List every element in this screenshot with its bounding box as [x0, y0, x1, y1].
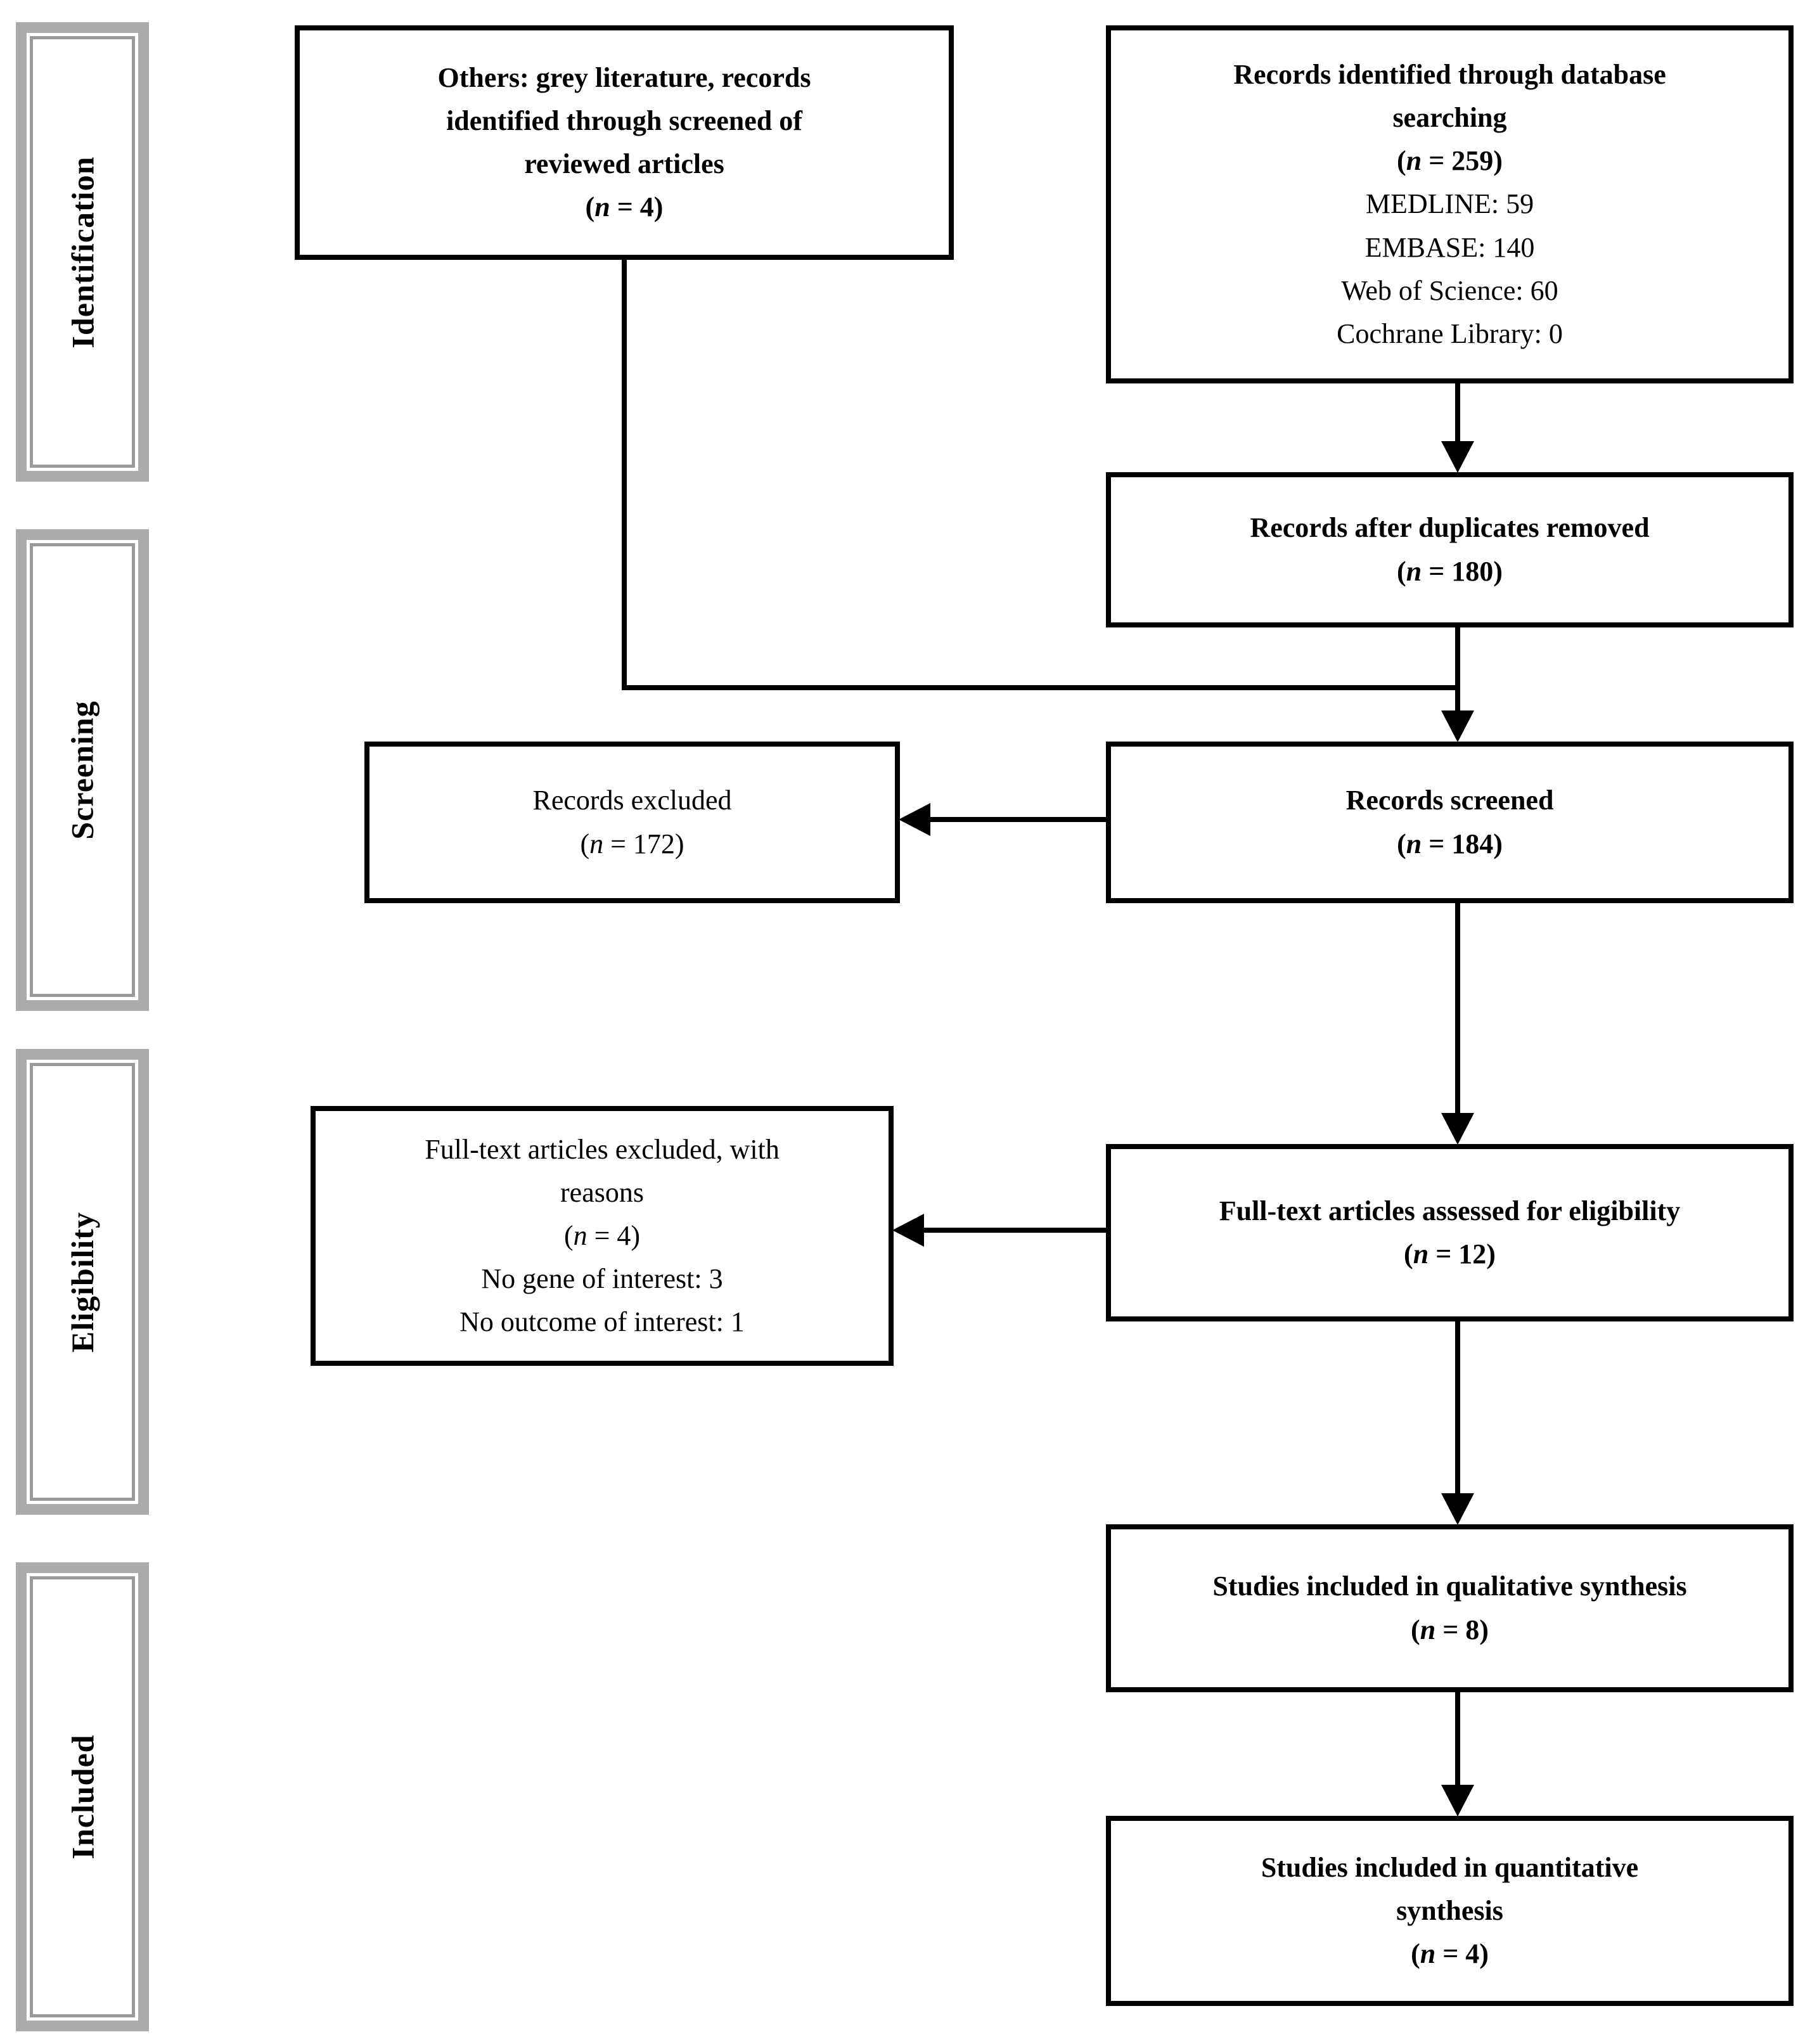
arrow-qualitative-to-quantitative-head: [1441, 1785, 1474, 1816]
stage-frame: [27, 33, 138, 471]
stage-label-identification: Identification: [65, 156, 100, 348]
box-records-screened-text: Records screened (n = 184): [1345, 785, 1554, 859]
box-quantitative-synthesis: [1106, 1816, 1794, 2006]
stage-eligibility: [16, 1049, 149, 1515]
arrow-screened-to-excluded-line: [929, 817, 1106, 822]
box-duplicates-removed-text: Records after duplicates removed (n = 180): [1250, 512, 1650, 587]
arrow-screened-to-assessed-head: [1441, 1113, 1474, 1145]
box-duplicates-removed: [1106, 472, 1794, 627]
stage-frame-inner: [30, 543, 135, 997]
arrow-identified-to-duplicates-line: [1455, 383, 1460, 444]
connector-others-vertical: [622, 260, 627, 690]
box-records-identified-details: MEDLINE: 59 EMBASE: 140 Web of Science: 60 Cochrane Library: 0: [1337, 188, 1563, 349]
box-fulltext-excluded: [311, 1106, 894, 1366]
box-records-screened: [1106, 742, 1794, 903]
box-fulltext-excluded-text: Full-text articles excluded, with reasons (n = 4) No gene of interest: 3 No outcome of interest: 1: [425, 1133, 780, 1338]
box-records-identified: [1106, 25, 1794, 383]
arrow-screened-to-excluded-head: [899, 803, 930, 836]
connector-others-horizontal: [622, 685, 1460, 690]
arrow-assessed-to-qualitative-line: [1455, 1321, 1460, 1496]
box-qualitative-synthesis-text: Studies included in qualitative synthesis (n = 8): [1212, 1571, 1687, 1645]
box-others-text: Others: grey literature, records identified through screened of reviewed articles (n = 4): [437, 61, 811, 223]
stage-frame-inner: [30, 36, 135, 468]
stage-frame: [27, 540, 138, 1000]
arrow-assessed-to-ftexcluded-line: [923, 1228, 1106, 1233]
box-others-sources: [295, 25, 954, 260]
stage-frame: [27, 1573, 138, 2021]
stage-label-eligibility: Eligibility: [65, 1211, 101, 1353]
box-fulltext-assessed-text: Full-text articles assessed for eligibility (n = 12): [1219, 1195, 1681, 1269]
stage-label-included: Included: [65, 1734, 100, 1860]
arrow-assessed-to-ftexcluded-head: [892, 1214, 924, 1247]
stage-label-screening: Screening: [65, 700, 100, 840]
stage-frame-inner: [30, 1063, 135, 1501]
arrow-identified-to-duplicates-head: [1441, 441, 1474, 473]
box-records-identified-title: Records identified through database searching (n = 259): [1233, 58, 1666, 177]
box-quantitative-synthesis-text: Studies included in quantitative synthesis (n = 4): [1261, 1851, 1639, 1970]
box-qualitative-synthesis: [1106, 1524, 1794, 1692]
arrow-duplicates-to-screened-line: [1455, 627, 1460, 713]
stage-screening: [16, 529, 149, 1011]
box-records-excluded: [364, 742, 900, 903]
arrow-screened-to-assessed-line: [1455, 903, 1460, 1115]
stage-identification: [16, 22, 149, 482]
arrow-qualitative-to-quantitative-line: [1455, 1692, 1460, 1787]
stage-frame-inner: [30, 1576, 135, 2017]
stage-included: [16, 1562, 149, 2031]
box-records-excluded-text: Records excluded (n = 172): [532, 785, 732, 859]
stage-frame: [27, 1060, 138, 1504]
arrow-duplicates-to-screened-head: [1441, 710, 1474, 742]
box-fulltext-assessed: [1106, 1144, 1794, 1321]
arrow-assessed-to-qualitative-head: [1441, 1493, 1474, 1525]
